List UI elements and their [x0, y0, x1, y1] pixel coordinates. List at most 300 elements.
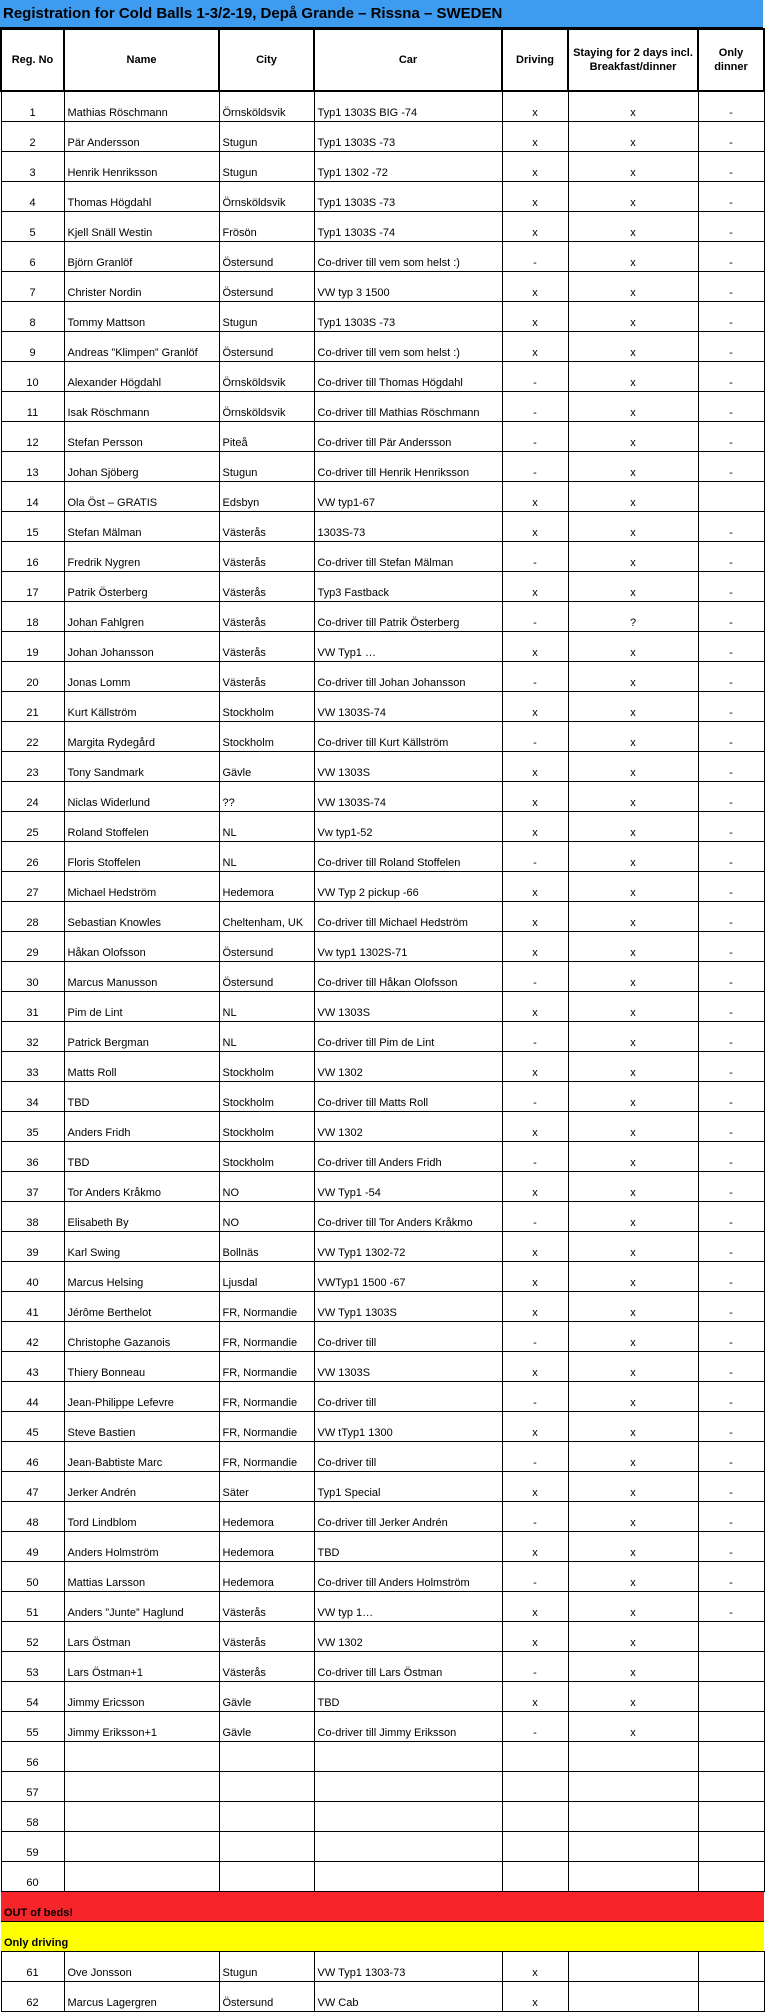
cell-only-dinner: - — [698, 632, 764, 662]
cell-name: Johan Johansson — [64, 632, 219, 662]
cell-staying — [568, 1832, 698, 1862]
cell-name: Jimmy Ericsson — [64, 1682, 219, 1712]
cell-car: Typ3 Fastback — [314, 572, 502, 602]
cell-staying: x — [568, 662, 698, 692]
cell-name: Floris Stoffelen — [64, 842, 219, 872]
cell-car: Co-driver till Tor Anders Kråkmo — [314, 1202, 502, 1232]
cell-name: Pim de Lint — [64, 992, 219, 1022]
cell-car: VW Typ1 1302-72 — [314, 1232, 502, 1262]
cell-only-dinner: - — [698, 1142, 764, 1172]
cell-city: Stockholm — [219, 692, 314, 722]
table-row — [1, 692, 764, 722]
cell-only-dinner: - — [698, 302, 764, 332]
cell-staying: x — [568, 962, 698, 992]
cell-car: VW Typ1 1303-73 — [314, 1952, 502, 1982]
cell-driving: x — [502, 152, 568, 182]
cell-name: Michael Hedström — [64, 872, 219, 902]
cell-city: Säter — [219, 1472, 314, 1502]
cell-driving: - — [502, 1562, 568, 1592]
cell-reg-no: 55 — [1, 1712, 64, 1742]
cell-reg-no: 29 — [1, 932, 64, 962]
cell-driving: - — [502, 242, 568, 272]
cell-name: Margita Rydegård — [64, 722, 219, 752]
header-only-dinner — [698, 29, 764, 91]
cell-staying: x — [568, 152, 698, 182]
cell-reg-no: 2 — [1, 122, 64, 152]
cell-staying: x — [568, 782, 698, 812]
cell-only-dinner: - — [698, 452, 764, 482]
table-row — [1, 182, 764, 212]
registration-rows — [1, 91, 764, 1892]
cell-car: Co-driver till Anders Holmström — [314, 1562, 502, 1592]
cell-car: Co-driver till Michael Hedström — [314, 902, 502, 932]
cell-car: Typ1 1303S -74 — [314, 212, 502, 242]
cell-only-dinner: - — [698, 332, 764, 362]
cell-car: VW typ 1… — [314, 1592, 502, 1622]
cell-driving: x — [502, 1592, 568, 1622]
cell-only-dinner: - — [698, 272, 764, 302]
table-row — [1, 572, 764, 602]
cell-name: Jerker Andrén — [64, 1472, 219, 1502]
table-row — [1, 332, 764, 362]
cell-driving: x — [502, 332, 568, 362]
cell-reg-no: 42 — [1, 1322, 64, 1352]
table-row — [1, 1232, 764, 1262]
cell-name: Patrik Österberg — [64, 572, 219, 602]
cell-staying: x — [568, 1712, 698, 1742]
cell-driving: - — [502, 542, 568, 572]
cell-name: Anders Fridh — [64, 1112, 219, 1142]
cell-driving: x — [502, 1352, 568, 1382]
cell-driving: x — [502, 692, 568, 722]
table-row — [1, 752, 764, 782]
cell-car: VW 1302 — [314, 1622, 502, 1652]
cell-city: Örnsköldsvik — [219, 91, 314, 122]
table-row — [1, 302, 764, 332]
cell-name: Tor Anders Kråkmo — [64, 1172, 219, 1202]
cell-driving — [502, 1772, 568, 1802]
cell-reg-no: 37 — [1, 1172, 64, 1202]
cell-reg-no: 49 — [1, 1532, 64, 1562]
table-row — [1, 1352, 764, 1382]
cell-city: FR, Normandie — [219, 1322, 314, 1352]
table-row — [1, 1862, 764, 1892]
cell-staying: x — [568, 842, 698, 872]
cell-driving: x — [502, 182, 568, 212]
cell-driving: x — [502, 992, 568, 1022]
cell-only-dinner — [698, 1832, 764, 1862]
cell-only-dinner: - — [698, 872, 764, 902]
cell-name: TBD — [64, 1082, 219, 1112]
table-row — [1, 1652, 764, 1682]
cell-only-dinner — [698, 1802, 764, 1832]
cell-only-dinner: - — [698, 1292, 764, 1322]
cell-name — [64, 1742, 219, 1772]
cell-city: Stugun — [219, 152, 314, 182]
cell-staying: x — [568, 272, 698, 302]
cell-car: VW Typ1 1303S — [314, 1292, 502, 1322]
cell-city: Frösön — [219, 212, 314, 242]
cell-reg-no: 12 — [1, 422, 64, 452]
cell-car: VW typ1-67 — [314, 482, 502, 512]
cell-car — [314, 1772, 502, 1802]
cell-name: Mattias Larsson — [64, 1562, 219, 1592]
cell-staying: x — [568, 992, 698, 1022]
table-row — [1, 1712, 764, 1742]
header-staying-line1: Staying for 2 days incl. — [573, 47, 693, 59]
cell-only-dinner: - — [698, 152, 764, 182]
cell-driving: - — [502, 1022, 568, 1052]
cell-reg-no: 9 — [1, 332, 64, 362]
cell-staying: x — [568, 1412, 698, 1442]
cell-name: Niclas Widerlund — [64, 782, 219, 812]
cell-only-dinner: - — [698, 1532, 764, 1562]
cell-reg-no: 36 — [1, 1142, 64, 1172]
table-row — [1, 392, 764, 422]
cell-only-dinner: - — [698, 1052, 764, 1082]
cell-only-dinner: - — [698, 1172, 764, 1202]
table-row — [1, 122, 764, 152]
cell-reg-no: 11 — [1, 392, 64, 422]
cell-reg-no: 35 — [1, 1112, 64, 1142]
cell-city: Västerås — [219, 1622, 314, 1652]
table-row — [1, 1532, 764, 1562]
cell-city: Hedemora — [219, 1502, 314, 1532]
cell-car: VW 1303S — [314, 992, 502, 1022]
table-row — [1, 212, 764, 242]
cell-car: VW 1302 — [314, 1112, 502, 1142]
cell-reg-no: 54 — [1, 1682, 64, 1712]
table-row — [1, 1622, 764, 1652]
cell-city: Hedemora — [219, 1532, 314, 1562]
cell-driving — [502, 1832, 568, 1862]
cell-car: Co-driver till Håkan Olofsson — [314, 962, 502, 992]
cell-driving: - — [502, 1502, 568, 1532]
cell-city: FR, Normandie — [219, 1442, 314, 1472]
cell-reg-no: 40 — [1, 1262, 64, 1292]
cell-staying: x — [568, 1442, 698, 1472]
cell-only-dinner — [698, 482, 764, 512]
table-row — [1, 1292, 764, 1322]
cell-city: NO — [219, 1172, 314, 1202]
cell-car: VW Cab — [314, 1982, 502, 2012]
cell-car: Co-driver till Patrik Österberg — [314, 602, 502, 632]
cell-car: VW 1303S — [314, 752, 502, 782]
cell-only-dinner: - — [698, 1262, 764, 1292]
cell-staying: x — [568, 1592, 698, 1622]
cell-only-dinner: - — [698, 1592, 764, 1622]
cell-staying: x — [568, 542, 698, 572]
cell-staying: x — [568, 392, 698, 422]
cell-car: VW typ 3 1500 — [314, 272, 502, 302]
cell-car: TBD — [314, 1532, 502, 1562]
cell-reg-no: 28 — [1, 902, 64, 932]
table-row — [1, 962, 764, 992]
cell-staying: x — [568, 1082, 698, 1112]
cell-driving: - — [502, 1652, 568, 1682]
cell-car: Co-driver till — [314, 1382, 502, 1412]
table-row — [1, 812, 764, 842]
cell-city: Örnsköldsvik — [219, 182, 314, 212]
cell-driving: x — [502, 1412, 568, 1442]
cell-only-dinner: - — [698, 932, 764, 962]
cell-driving — [502, 1742, 568, 1772]
cell-reg-no: 58 — [1, 1802, 64, 1832]
cell-car: Co-driver till Kurt Källström — [314, 722, 502, 752]
cell-staying: x — [568, 212, 698, 242]
header-row — [1, 29, 764, 91]
cell-driving: - — [502, 1082, 568, 1112]
cell-city: Hedemora — [219, 1562, 314, 1592]
cell-staying: x — [568, 1682, 698, 1712]
cell-reg-no: 31 — [1, 992, 64, 1022]
cell-name: Jonas Lomm — [64, 662, 219, 692]
cell-reg-no: 27 — [1, 872, 64, 902]
cell-city: FR, Normandie — [219, 1292, 314, 1322]
cell-staying: x — [568, 1052, 698, 1082]
cell-only-dinner: - — [698, 812, 764, 842]
cell-driving: x — [502, 872, 568, 902]
cell-only-dinner: - — [698, 91, 764, 122]
cell-name: Thomas Högdahl — [64, 182, 219, 212]
cell-staying: x — [568, 872, 698, 902]
cell-car: Co-driver till Jimmy Eriksson — [314, 1712, 502, 1742]
cell-reg-no: 26 — [1, 842, 64, 872]
cell-name: Håkan Olofsson — [64, 932, 219, 962]
cell-car: VW Typ1 -54 — [314, 1172, 502, 1202]
table-row — [1, 782, 764, 812]
table-row — [1, 1502, 764, 1532]
cell-driving: x — [502, 902, 568, 932]
cell-city: Stockholm — [219, 1142, 314, 1172]
cell-name: Andreas ”Klimpen” Granlöf — [64, 332, 219, 362]
cell-car: Typ1 1302 -72 — [314, 152, 502, 182]
cell-staying: x — [568, 902, 698, 932]
cell-city: Östersund — [219, 1982, 314, 2012]
cell-reg-no: 48 — [1, 1502, 64, 1532]
cell-staying: x — [568, 692, 698, 722]
cell-reg-no: 4 — [1, 182, 64, 212]
cell-car — [314, 1742, 502, 1772]
cell-only-dinner: - — [698, 392, 764, 422]
cell-name: Thiery Bonneau — [64, 1352, 219, 1382]
cell-driving: - — [502, 842, 568, 872]
cell-name: Marcus Helsing — [64, 1262, 219, 1292]
cell-city: Västerås — [219, 1652, 314, 1682]
cell-only-dinner: - — [698, 662, 764, 692]
cell-city: Västerås — [219, 542, 314, 572]
cell-car: VW 1303S-74 — [314, 692, 502, 722]
cell-only-dinner: - — [698, 1082, 764, 1112]
table-row — [1, 242, 764, 272]
cell-only-dinner: - — [698, 362, 764, 392]
cell-staying — [568, 1772, 698, 1802]
cell-driving: x — [502, 1232, 568, 1262]
cell-name: TBD — [64, 1142, 219, 1172]
cell-city: Västerås — [219, 602, 314, 632]
cell-name: Tony Sandmark — [64, 752, 219, 782]
cell-staying: x — [568, 482, 698, 512]
cell-city: Hedemora — [219, 872, 314, 902]
cell-reg-no: 1 — [1, 91, 64, 122]
cell-name: Alexander Högdahl — [64, 362, 219, 392]
cell-name: Elisabeth By — [64, 1202, 219, 1232]
cell-name: Kjell Snäll Westin — [64, 212, 219, 242]
cell-name: Pär Andersson — [64, 122, 219, 152]
cell-name: Fredrik Nygren — [64, 542, 219, 572]
cell-staying: x — [568, 332, 698, 362]
cell-reg-no: 6 — [1, 242, 64, 272]
cell-driving: x — [502, 1052, 568, 1082]
cell-name: Stefan Mälman — [64, 512, 219, 542]
cell-reg-no: 17 — [1, 572, 64, 602]
cell-driving — [502, 1802, 568, 1832]
table-row — [1, 512, 764, 542]
out-of-beds-row — [1, 1892, 764, 1922]
cell-name: Roland Stoffelen — [64, 812, 219, 842]
cell-city: Stockholm — [219, 1082, 314, 1112]
cell-name: Johan Fahlgren — [64, 602, 219, 632]
cell-name: Jean-Philippe Lefevre — [64, 1382, 219, 1412]
cell-city: Ljusdal — [219, 1262, 314, 1292]
cell-name: Jérôme Berthelot — [64, 1292, 219, 1322]
header-name: Name — [64, 29, 219, 91]
header-reg: Reg. No — [1, 29, 64, 91]
cell-driving: x — [502, 752, 568, 782]
cell-car: 1303S-73 — [314, 512, 502, 542]
table-row — [1, 842, 764, 872]
table-row — [1, 1082, 764, 1112]
cell-driving: x — [502, 512, 568, 542]
cell-name: Björn Granlöf — [64, 242, 219, 272]
cell-driving: x — [502, 212, 568, 242]
cell-city: Västerås — [219, 572, 314, 602]
cell-city — [219, 1742, 314, 1772]
cell-staying: x — [568, 632, 698, 662]
cell-driving: x — [502, 1292, 568, 1322]
cell-staying: x — [568, 1202, 698, 1232]
cell-reg-no: 38 — [1, 1202, 64, 1232]
table-row — [1, 1952, 764, 1982]
cell-name: Tord Lindblom — [64, 1502, 219, 1532]
cell-car: Co-driver till Henrik Henriksson — [314, 452, 502, 482]
table-row — [1, 1802, 764, 1832]
table-row — [1, 272, 764, 302]
table-row — [1, 91, 764, 122]
cell-driving: x — [502, 1262, 568, 1292]
cell-driving: - — [502, 422, 568, 452]
cell-driving: - — [502, 1712, 568, 1742]
cell-name: Christer Nordin — [64, 272, 219, 302]
cell-driving: - — [502, 1442, 568, 1472]
cell-reg-no: 33 — [1, 1052, 64, 1082]
cell-reg-no: 45 — [1, 1412, 64, 1442]
cell-car: VW 1303S — [314, 1352, 502, 1382]
cell-driving: - — [502, 362, 568, 392]
cell-staying: x — [568, 1472, 698, 1502]
cell-name: Karl Swing — [64, 1232, 219, 1262]
cell-only-dinner: - — [698, 752, 764, 782]
table-row — [1, 362, 764, 392]
cell-only-dinner — [698, 1682, 764, 1712]
cell-driving: - — [502, 602, 568, 632]
cell-reg-no: 8 — [1, 302, 64, 332]
cell-reg-no: 18 — [1, 602, 64, 632]
cell-staying: x — [568, 1352, 698, 1382]
cell-reg-no: 39 — [1, 1232, 64, 1262]
cell-car: Co-driver till Thomas Högdahl — [314, 362, 502, 392]
cell-only-dinner: - — [698, 422, 764, 452]
table-row — [1, 1982, 764, 2012]
cell-driving: x — [502, 812, 568, 842]
cell-reg-no: 43 — [1, 1352, 64, 1382]
cell-city: Stockholm — [219, 722, 314, 752]
cell-city: Piteå — [219, 422, 314, 452]
cell-driving: - — [502, 722, 568, 752]
cell-only-dinner: - — [698, 1562, 764, 1592]
cell-driving: x — [502, 1172, 568, 1202]
cell-car: Co-driver till vem som helst :) — [314, 242, 502, 272]
cell-car — [314, 1862, 502, 1892]
cell-staying: x — [568, 122, 698, 152]
cell-car: VW tTyp1 1300 — [314, 1412, 502, 1442]
cell-city: NO — [219, 1202, 314, 1232]
cell-staying: x — [568, 91, 698, 122]
cell-name: Marcus Manusson — [64, 962, 219, 992]
cell-name — [64, 1772, 219, 1802]
cell-only-dinner: - — [698, 1382, 764, 1412]
cell-only-dinner: - — [698, 1232, 764, 1262]
cell-name: Lars Östman — [64, 1622, 219, 1652]
cell-staying: ? — [568, 602, 698, 632]
cell-driving: - — [502, 962, 568, 992]
cell-reg-no: 56 — [1, 1742, 64, 1772]
cell-only-dinner — [698, 1742, 764, 1772]
table-row — [1, 1382, 764, 1412]
table-row — [1, 1052, 764, 1082]
cell-reg-no: 23 — [1, 752, 64, 782]
cell-staying — [568, 1742, 698, 1772]
cell-city: Västerås — [219, 1592, 314, 1622]
cell-staying: x — [568, 1382, 698, 1412]
cell-staying: x — [568, 1622, 698, 1652]
cell-only-dinner: - — [698, 902, 764, 932]
cell-driving: x — [502, 1952, 568, 1982]
cell-city: Östersund — [219, 332, 314, 362]
cell-name: Ove Jonsson — [64, 1952, 219, 1982]
cell-only-dinner: - — [698, 1412, 764, 1442]
table-row — [1, 1562, 764, 1592]
cell-city: NL — [219, 1022, 314, 1052]
cell-only-dinner: - — [698, 1442, 764, 1472]
cell-driving: x — [502, 482, 568, 512]
cell-reg-no: 22 — [1, 722, 64, 752]
table-row — [1, 722, 764, 752]
driving-rows — [1, 1952, 764, 2012]
header-staying-line2: Breakfast/dinner — [589, 61, 677, 73]
cell-car: Co-driver till Pär Andersson — [314, 422, 502, 452]
sheet-title: Registration for Cold Balls 1-3/2-19, Depå Grande – Rissna – SWEDEN — [3, 5, 503, 22]
cell-only-dinner: - — [698, 1502, 764, 1532]
out-of-beds-label: OUT of beds! — [1, 1892, 764, 1922]
cell-city: Västerås — [219, 662, 314, 692]
cell-reg-no: 53 — [1, 1652, 64, 1682]
table-row — [1, 1112, 764, 1142]
cell-city: Västerås — [219, 632, 314, 662]
cell-reg-no: 61 — [1, 1952, 64, 1982]
cell-driving: x — [502, 932, 568, 962]
cell-only-dinner — [698, 1712, 764, 1742]
